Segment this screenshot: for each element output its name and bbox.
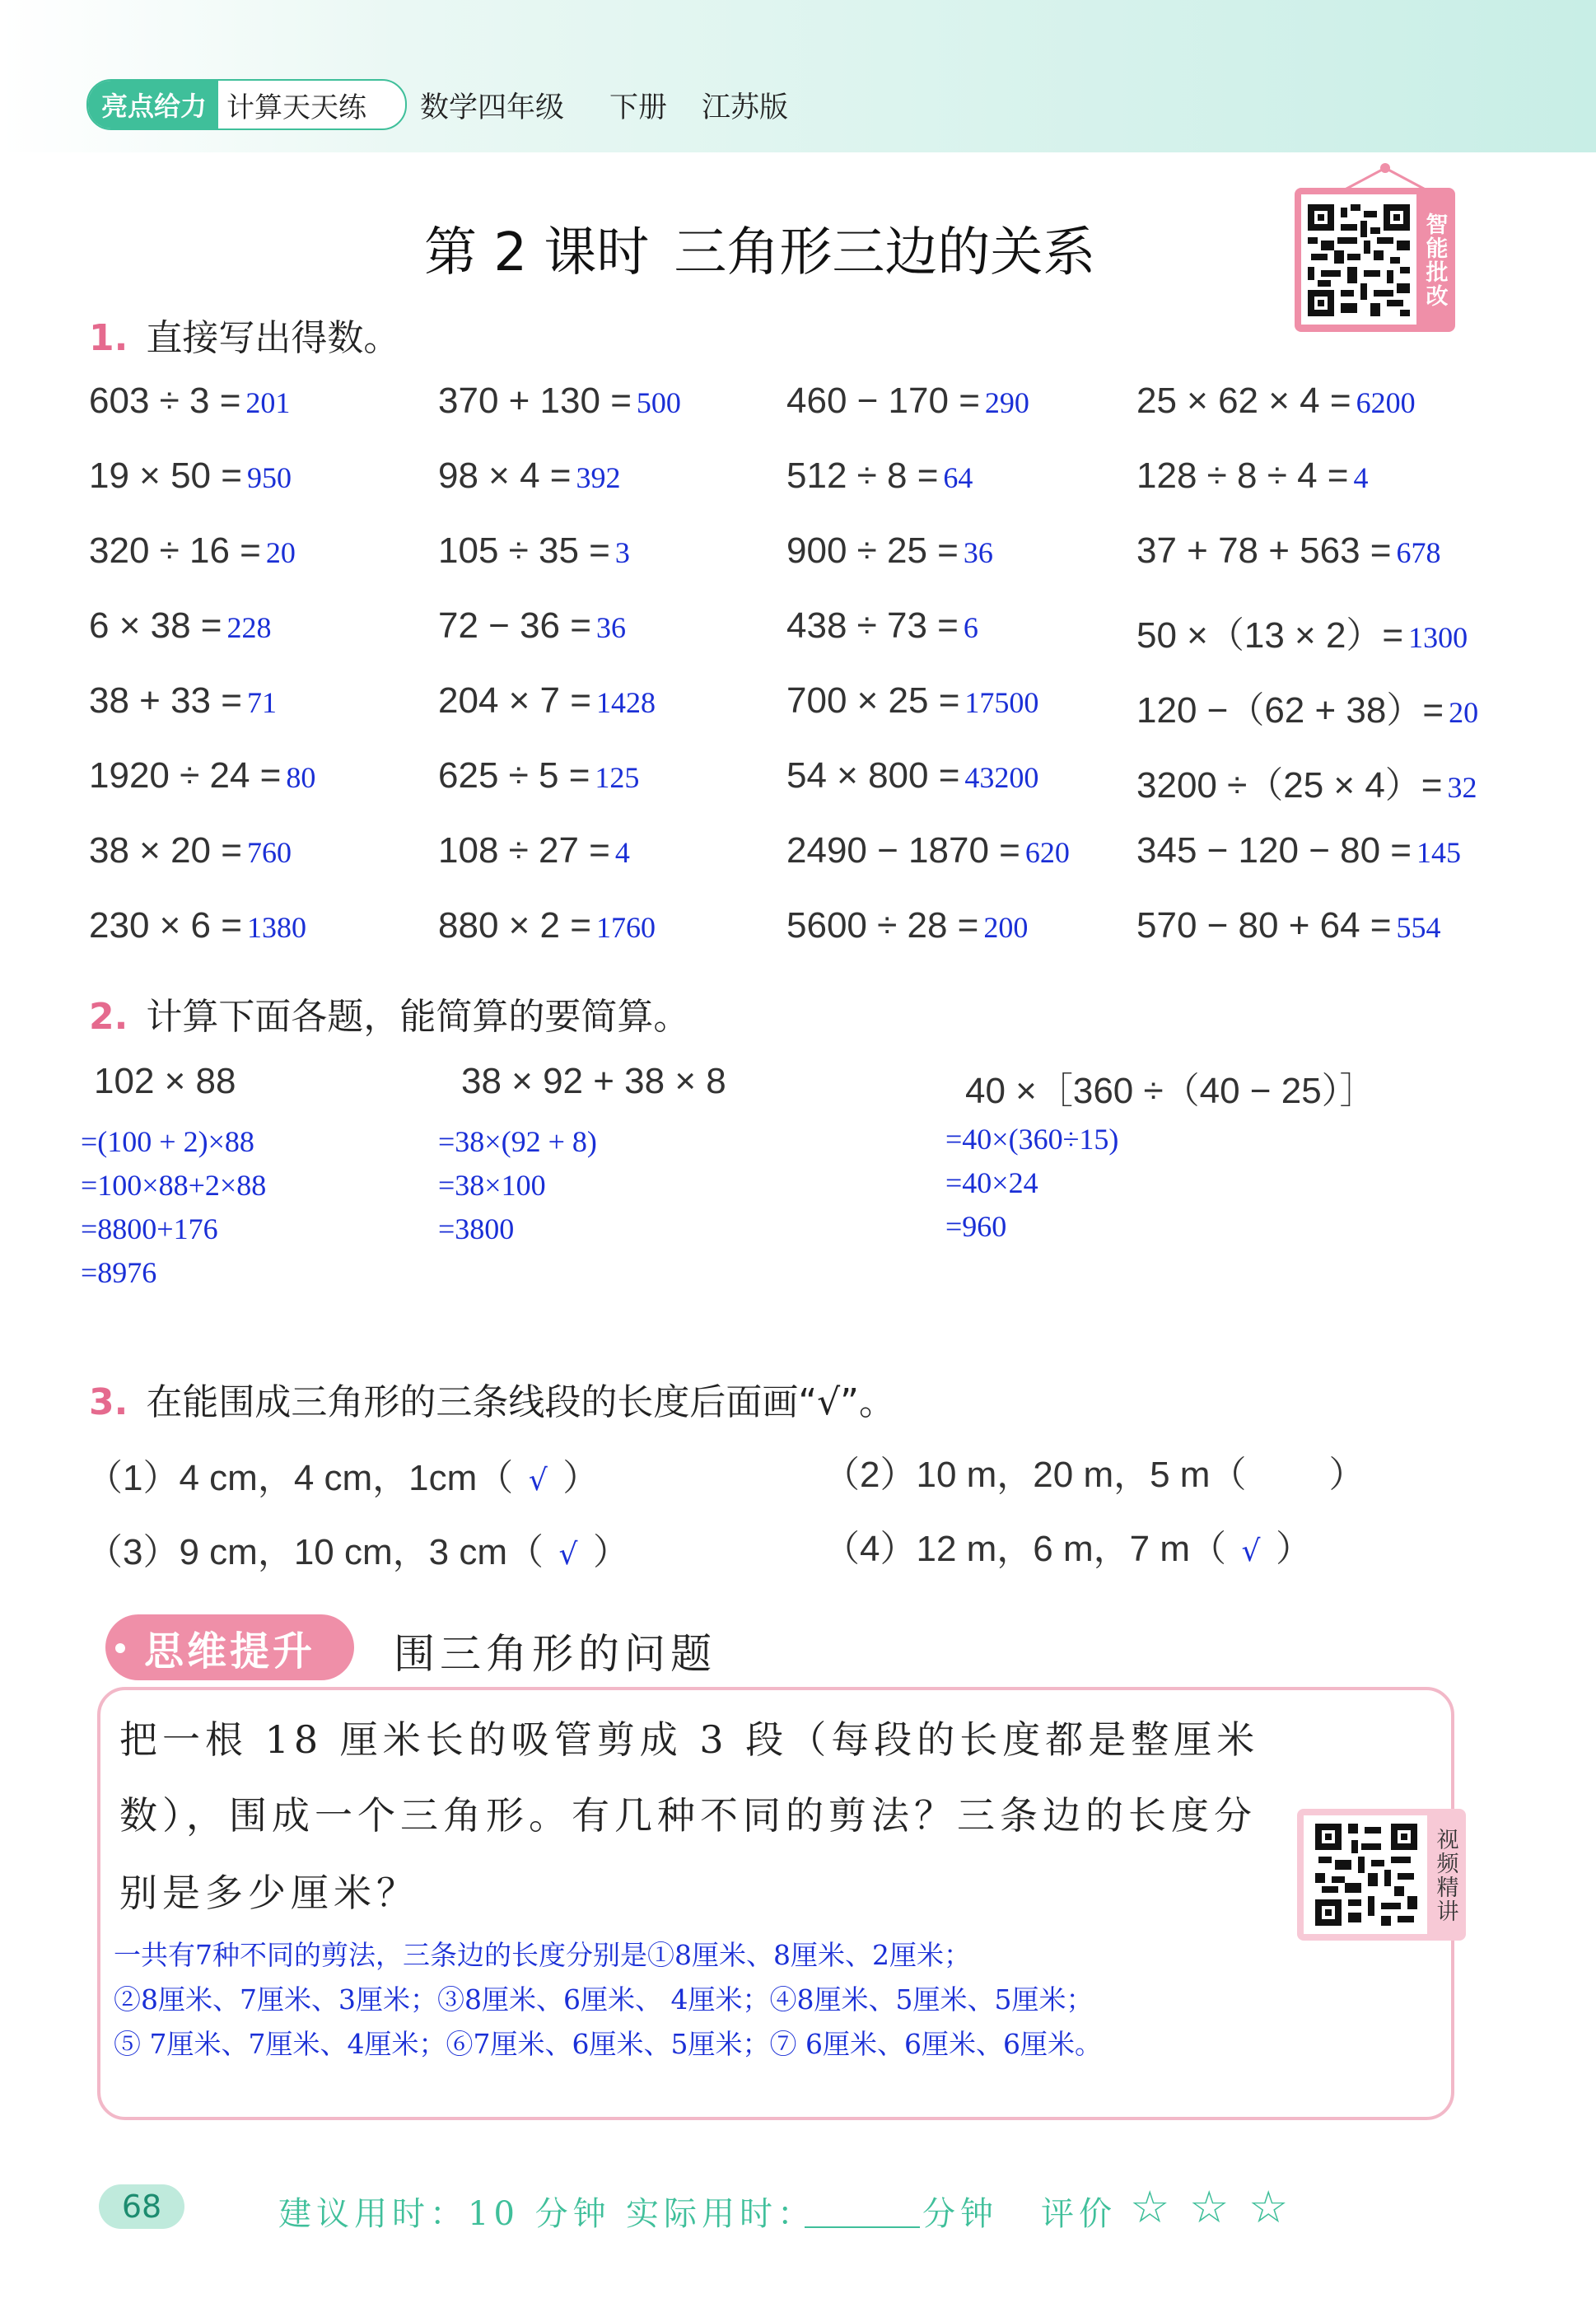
equation	[786, 680, 1038, 722]
equation	[89, 381, 290, 422]
lesson-number: 第 2 课时	[424, 222, 650, 283]
equation	[786, 830, 1070, 871]
equation-text: 320 ÷ 16 =	[89, 530, 261, 571]
section-3-heading	[89, 1372, 895, 1425]
equation-text: 38 × 20 =	[89, 830, 242, 871]
equation	[786, 755, 1038, 796]
equation	[1136, 381, 1416, 422]
equation-text: 880 × 2 =	[438, 905, 591, 946]
step-2-2-2: =38×100	[438, 1169, 546, 1202]
minutes-label: 分钟	[922, 2195, 998, 2233]
equation	[89, 530, 296, 572]
answer: 290	[984, 386, 1029, 419]
question-line-1: 把一根 18 厘米长的吸管剪成 3 段（每段的长度都是整厘米	[119, 1717, 1260, 1762]
page-number: 68	[99, 2184, 184, 2229]
equation-text: 603 ÷ 3 =	[89, 381, 241, 421]
smart-grading-label: 智能批改	[1421, 213, 1448, 308]
equation-text: 460 − 170 =	[786, 381, 980, 421]
thinking-badge: 思维提升	[105, 1614, 354, 1680]
triangle-item-3: （3）9 cm，10 cm，3 cm（ √ ）	[86, 1532, 629, 1572]
badge-dot-icon	[115, 1643, 125, 1653]
equation	[1136, 830, 1461, 871]
answer: 80	[286, 761, 316, 794]
section-1-number: 1.	[89, 317, 128, 359]
equation	[89, 905, 306, 946]
equation-text: 1920 ÷ 24 =	[89, 755, 282, 796]
equation	[1136, 680, 1478, 733]
answer: 500	[636, 386, 681, 419]
answer: 20	[265, 536, 296, 569]
equation	[438, 905, 656, 946]
equation-text: 2490 − 1870 =	[786, 830, 1020, 871]
answer: 678	[1396, 536, 1441, 569]
step-2-3-3: =960	[945, 1210, 1007, 1243]
equation-text: 570 − 80 + 64 =	[1136, 905, 1392, 946]
equation-text: 38 + 33 =	[89, 680, 242, 721]
video-lesson-label: 视频精讲	[1432, 1828, 1458, 1923]
equation-text: 700 × 25 =	[786, 680, 960, 721]
page-title	[424, 210, 1095, 286]
step-2-1-2: =100×88+2×88	[81, 1169, 267, 1202]
answer-line-2: ②8厘米、7厘米、3厘米；③8厘米、6厘米、 4厘米；④8厘米、5厘米、5厘米；	[114, 1983, 1094, 2016]
problem-2-1: 102 × 88	[94, 1061, 236, 1101]
equation	[438, 680, 656, 722]
answer: 950	[246, 461, 292, 494]
answer: 1428	[595, 686, 656, 719]
equation	[89, 455, 292, 497]
section-2-heading	[89, 987, 689, 1039]
answer: 1380	[246, 911, 306, 944]
step-2-2-1: =38×(92 + 8)	[438, 1125, 597, 1158]
answer: 620	[1024, 836, 1070, 869]
equation-text: 19 × 50 =	[89, 455, 242, 496]
answer: 4	[1353, 461, 1369, 494]
series-badge	[86, 79, 407, 130]
equation-text: 98 × 4 =	[438, 455, 572, 496]
equation-text: 5600 ÷ 28 =	[786, 905, 979, 946]
answer: 20	[1449, 696, 1479, 729]
equation	[438, 755, 639, 796]
equation	[89, 605, 271, 647]
check-mark: √	[1241, 1535, 1261, 1568]
equation	[1136, 530, 1441, 572]
triangle-item-4: （4）12 m，6 m，7 m（ √ ）	[824, 1529, 1312, 1569]
equation	[89, 830, 292, 871]
volume-label: 下册	[609, 91, 668, 124]
check-mark: √	[528, 1464, 548, 1497]
thinking-topic: 围三角形的问题	[394, 1630, 716, 1678]
qr-code-icon	[1308, 204, 1410, 316]
answer: 554	[1396, 911, 1441, 944]
answer: 760	[246, 836, 292, 869]
answer: 1300	[1408, 621, 1468, 654]
actual-time-blank[interactable]	[805, 2226, 920, 2228]
equation-text: 54 × 800 =	[786, 755, 960, 796]
equation-text: 512 ÷ 8 =	[786, 455, 939, 496]
answer: 201	[245, 386, 291, 419]
question-line-3: 别是多少厘米？	[119, 1871, 419, 1915]
answer-line-1: 一共有7种不同的剪法，三条边的长度分别是①8厘米、8厘米、2厘米；	[114, 1939, 971, 1971]
answer: 145	[1416, 836, 1461, 869]
equation	[1136, 605, 1468, 658]
problem-2-2: 38 × 92 + 38 × 8	[461, 1061, 726, 1101]
equation	[786, 605, 978, 647]
equation-text: 3200 ÷（25 × 4）=	[1136, 765, 1443, 806]
equation-text: 438 ÷ 73 =	[786, 605, 959, 646]
equation	[438, 530, 630, 572]
triangle-item-2: （2）10 m，20 m，5 m（ ）	[824, 1455, 1365, 1495]
equation-text: 345 − 120 − 80 =	[1136, 830, 1412, 871]
answer: 1760	[595, 911, 656, 944]
equation-text: 120 −（62 + 38）=	[1136, 690, 1444, 731]
equation	[89, 755, 315, 796]
qr-code-icon	[1315, 1824, 1417, 1926]
equation	[786, 905, 1028, 946]
triangle-item-1: （1）4 cm，4 cm，1cm（ √ ）	[86, 1458, 600, 1498]
answer: 125	[595, 761, 640, 794]
equation	[438, 830, 630, 871]
step-2-1-1: =(100 + 2)×88	[81, 1125, 254, 1158]
answer: 36	[595, 611, 626, 644]
answer: 392	[576, 461, 621, 494]
section-2-title: 计算下面各题，能简算的要简算。	[146, 996, 690, 1038]
section-3-title: 在能围成三角形的三条线段的长度后面画“√”。	[146, 1381, 895, 1423]
answer: 6200	[1356, 386, 1416, 419]
check-mark: √	[558, 1538, 578, 1572]
answer: 228	[226, 611, 272, 644]
section-2-number: 2.	[89, 996, 128, 1038]
equation	[1136, 455, 1368, 497]
equation-text: 625 ÷ 5 =	[438, 755, 590, 796]
equation	[786, 455, 973, 497]
answer: 4	[614, 836, 630, 869]
equation-text: 108 ÷ 27 =	[438, 830, 610, 871]
equation-text: 128 ÷ 8 ÷ 4 =	[1136, 455, 1349, 496]
answer: 200	[983, 911, 1029, 944]
answer: 71	[246, 686, 277, 719]
video-lesson-qr[interactable]	[1297, 1809, 1466, 1941]
equation	[1136, 755, 1477, 808]
star-icon[interactable]: ☆	[1189, 2181, 1230, 2233]
subject-label: 数学四年级	[420, 91, 565, 124]
equation-text: 72 − 36 =	[438, 605, 591, 646]
series-name: 计算天天练	[226, 91, 367, 124]
edition-label: 江苏版	[702, 91, 789, 124]
rating-label: 评价	[1041, 2195, 1117, 2233]
answer-line-3: ⑤ 7厘米、7厘米、4厘米；⑥7厘米、6厘米、5厘米；⑦ 6厘米、6厘米、6厘米。	[114, 2028, 1102, 2060]
equation-text: 204 × 7 =	[438, 680, 591, 721]
answer: 43200	[964, 761, 1039, 794]
problem-2-3: 40 ×［360 ÷（40 − 25）］	[965, 1071, 1376, 1111]
answer: 32	[1447, 771, 1477, 804]
equation-text: 25 × 62 × 4 =	[1136, 381, 1351, 421]
step-2-1-3: =8800+176	[81, 1212, 218, 1245]
answer: 36	[963, 536, 993, 569]
smart-grading-qr[interactable]	[1295, 188, 1455, 332]
equation	[438, 381, 681, 422]
equation-text: 370 + 130 =	[438, 381, 632, 421]
equation-text: 900 ÷ 25 =	[786, 530, 959, 571]
star-icon[interactable]: ☆	[1130, 2181, 1170, 2233]
equation	[1136, 905, 1441, 946]
star-icon[interactable]: ☆	[1248, 2181, 1289, 2233]
section-3-number: 3.	[89, 1381, 128, 1423]
actual-time-label: 实际用时：	[626, 2195, 815, 2233]
equation-text: 105 ÷ 35 =	[438, 530, 610, 571]
equation	[786, 381, 1029, 422]
answer: 3	[614, 536, 630, 569]
equation-text: 50 ×（13 × 2）=	[1136, 615, 1404, 656]
equation-text: 37 + 78 + 563 =	[1136, 530, 1392, 571]
step-2-1-4: =8976	[81, 1256, 157, 1289]
equation-text: 6 × 38 =	[89, 605, 222, 646]
question-line-2: 数），围成一个三角形。有几种不同的剪法？三条边的长度分	[119, 1793, 1257, 1838]
equation	[89, 680, 277, 722]
answer: 64	[943, 461, 973, 494]
equation-text: 230 × 6 =	[89, 905, 242, 946]
step-2-3-1: =40×(360÷15)	[945, 1123, 1119, 1156]
equation	[438, 605, 626, 647]
answer: 6	[963, 611, 978, 644]
section-1-title: 直接写出得数。	[146, 317, 400, 359]
step-2-2-3: =3800	[438, 1212, 515, 1245]
section-1-heading	[89, 308, 399, 361]
brand-label: 亮点给力	[88, 81, 218, 128]
lesson-topic: 三角形三边的关系	[674, 222, 1096, 283]
equation	[438, 455, 620, 497]
step-2-3-2: =40×24	[945, 1166, 1038, 1199]
equation	[786, 530, 993, 572]
answer: 17500	[964, 686, 1039, 719]
suggested-time: 建议用时：10 分钟	[278, 2195, 611, 2233]
